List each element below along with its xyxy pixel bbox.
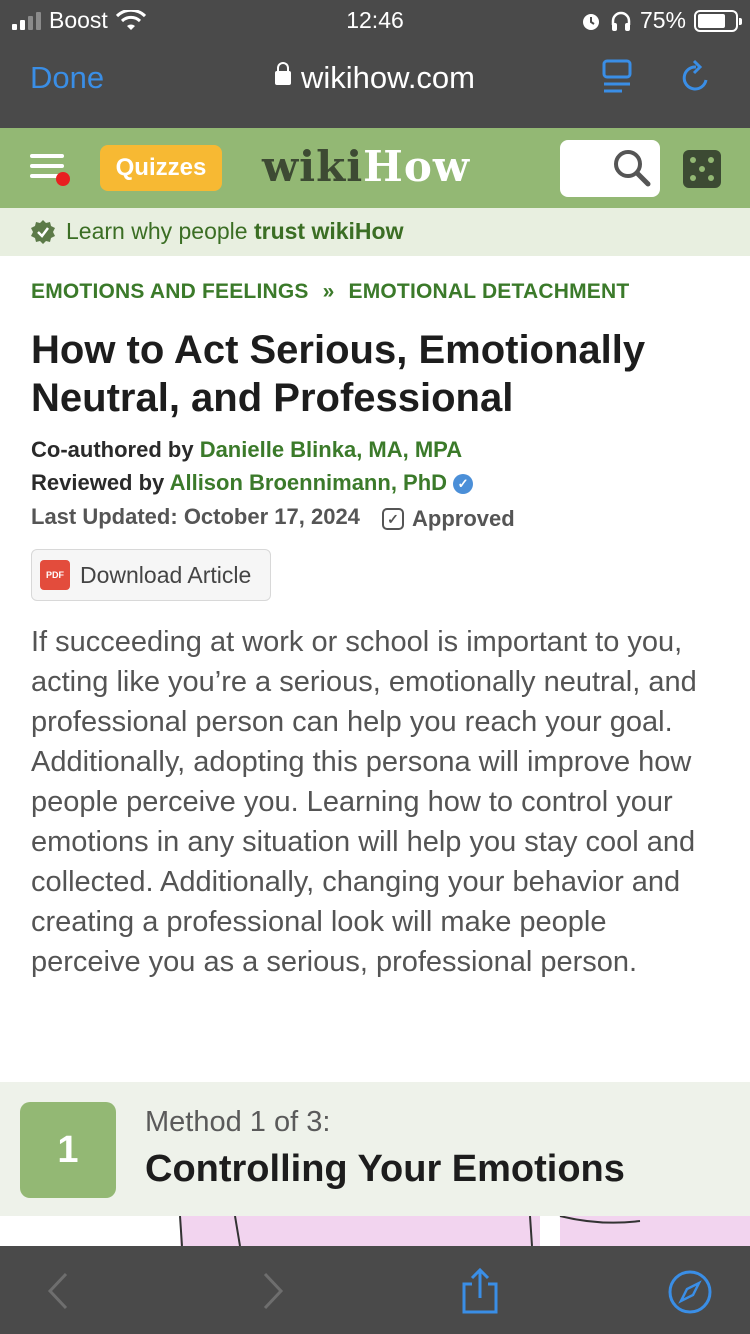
address-field[interactable]: [0, 60, 750, 96]
breadcrumb: [31, 280, 629, 304]
pdf-icon: PDF: [40, 560, 70, 590]
method-number: 1: [20, 1102, 116, 1198]
url-text: wikihow.com: [301, 60, 475, 95]
trust-text: Learn why people trust wikiHow: [66, 218, 404, 244]
alarm-icon: [580, 10, 602, 32]
notification-dot: [56, 172, 70, 186]
lock-icon: [275, 71, 291, 85]
download-label: Download Article: [80, 561, 252, 588]
forward-icon[interactable]: [255, 1268, 291, 1314]
illustration-image: [0, 1216, 750, 1246]
battery-icon: [694, 10, 738, 32]
carrier-label: Boost: [49, 7, 108, 33]
method-subtitle: Method 1 of 3:: [145, 1106, 331, 1138]
status-bar: [0, 0, 750, 40]
battery-percent: 75%: [639, 7, 686, 33]
step-illustration: [0, 1216, 750, 1246]
quizzes-button[interactable]: Quizzes: [100, 145, 222, 191]
breadcrumb-item[interactable]: EMOTIONS AND FEELINGS: [31, 280, 309, 303]
browser-toolbar: [0, 1246, 750, 1334]
search-button[interactable]: [560, 140, 660, 197]
verified-badge-icon: [30, 219, 56, 245]
done-button[interactable]: Done: [30, 60, 105, 95]
random-article-icon[interactable]: [683, 150, 721, 188]
coauthor-line: Co-authored by Danielle Blinka, MA, MPA: [31, 437, 463, 462]
method-title: Controlling Your Emotions: [145, 1148, 625, 1190]
trust-banner[interactable]: [0, 208, 750, 256]
back-icon[interactable]: [40, 1268, 76, 1314]
breadcrumb-item[interactable]: EMOTIONAL DETACHMENT: [348, 280, 630, 303]
coauthor-link[interactable]: Danielle Blinka, MA, MPA: [199, 437, 463, 462]
reload-icon[interactable]: [678, 58, 714, 98]
verified-check-icon: ✓: [453, 474, 473, 494]
article-title: How to Act Serious, Emotionally Neutral, and Professional: [31, 328, 646, 420]
menu-icon[interactable]: [30, 154, 64, 182]
status-right: [580, 7, 738, 34]
site-logo[interactable]: wikiHow: [262, 142, 471, 191]
method-header: [0, 1082, 750, 1216]
reviewer-link[interactable]: Allison Broennimann, PhD: [169, 470, 448, 495]
approved-badge[interactable]: ✓ Approved: [382, 506, 515, 532]
reviewer-line: Reviewed by Allison Broennimann, PhD ✓: [31, 470, 473, 496]
site-header: [0, 128, 750, 208]
browser-url-bar: [0, 40, 750, 128]
share-icon[interactable]: [458, 1268, 502, 1316]
updated-line: Last Updated: October 17, 2024 ✓ Approved: [31, 504, 515, 531]
clock: 12:46: [346, 7, 404, 33]
search-icon: [610, 146, 654, 190]
headphones-icon: [610, 10, 632, 32]
article-intro: If succeeding at work or school is important to you, acting like you’re a serious, emotionally neutral, and professional person can help you reach your goal. Additionally, adopting this persona will improve how people perceive you. Learning how to control your emotions in any situation will help you stay cool and collected. Additionally, changing your behavior and creating a professional look will make people perceive you as a serious, professional person.: [31, 626, 697, 978]
download-article-button[interactable]: [31, 549, 271, 601]
breadcrumb-separator: »: [322, 280, 335, 303]
compass-icon[interactable]: [666, 1268, 714, 1316]
approved-check-icon: ✓: [382, 508, 404, 530]
reader-view-icon[interactable]: [600, 58, 636, 98]
